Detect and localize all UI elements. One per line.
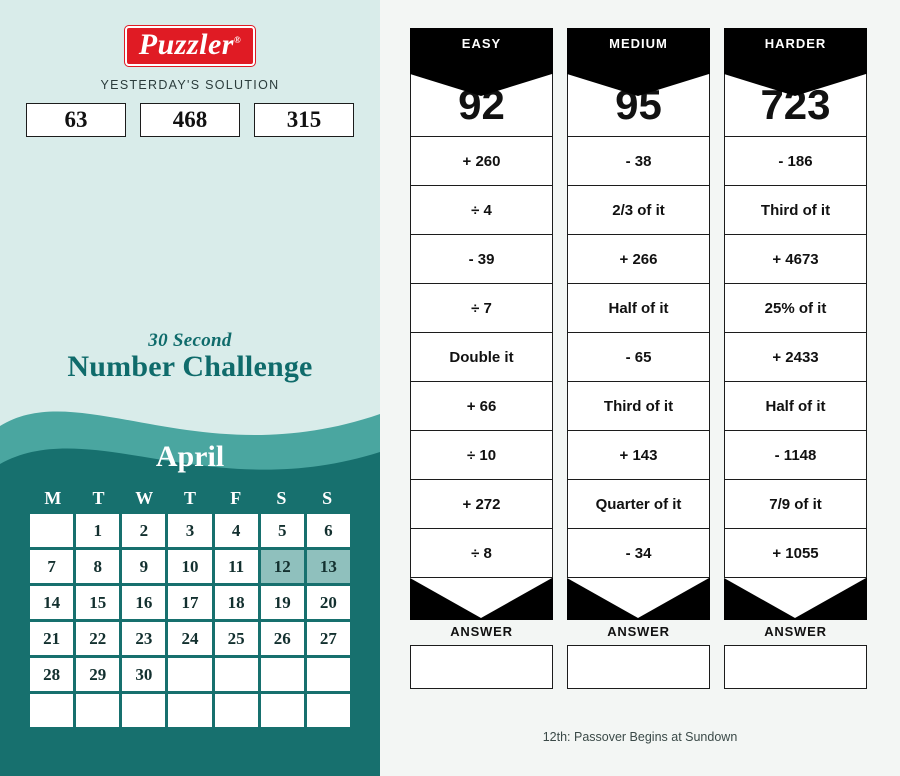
answer-label: ANSWER (607, 624, 670, 639)
start-number: 723 (724, 74, 867, 137)
calendar-day-cell: 10 (168, 550, 211, 583)
challenge-title-line-2: Number Challenge (67, 350, 313, 383)
answer-input-box[interactable] (724, 645, 867, 689)
challenge-title (0, 330, 380, 384)
challenge-column (567, 28, 710, 689)
column-footer-arrow (724, 578, 867, 620)
weekday-header: T (183, 488, 196, 508)
step-cell: - 39 (410, 235, 553, 284)
step-cell: Quarter of it (567, 480, 710, 529)
calendar-cell-empty (215, 694, 258, 727)
column-title: MEDIUM (609, 36, 668, 51)
calendar-day-cell: 13 (307, 550, 350, 583)
calendar-day-cell: 28 (30, 658, 73, 691)
step-cell: ÷ 7 (410, 284, 553, 333)
step-cell: ÷ 4 (410, 186, 553, 235)
step-cell: Third of it (724, 186, 867, 235)
step-cell: Half of it (724, 382, 867, 431)
step-cell: + 2433 (724, 333, 867, 382)
weekday-header: W (135, 488, 154, 508)
weekday-header: T (92, 488, 105, 508)
calendar-day-cell: 15 (76, 586, 119, 619)
calendar-day-cell: 18 (215, 586, 258, 619)
step-cell: + 4673 (724, 235, 867, 284)
answer-input-box[interactable] (410, 645, 553, 689)
step-cell: 7/9 of it (724, 480, 867, 529)
step-cell: - 34 (567, 529, 710, 578)
step-cell: + 143 (567, 431, 710, 480)
solution-value: 315 (254, 103, 354, 137)
column-title-banner (567, 28, 710, 74)
answer-input-box[interactable] (567, 645, 710, 689)
weekday-header: F (230, 488, 242, 508)
start-number: 95 (567, 74, 710, 137)
calendar-cell-empty (76, 694, 119, 727)
step-cell: Half of it (567, 284, 710, 333)
calendar-day-cell: 3 (168, 514, 211, 547)
calendar-cell-empty (307, 694, 350, 727)
challenge-columns (410, 28, 867, 689)
step-cell: + 66 (410, 382, 553, 431)
calendar-day-cell: 2 (122, 514, 165, 547)
calendar-cell-empty (30, 514, 73, 547)
step-cell: - 38 (567, 137, 710, 186)
calendar-day-cell: 14 (30, 586, 73, 619)
calendar-cell-empty (215, 658, 258, 691)
calendar-day-cell: 24 (168, 622, 211, 655)
calendar-day-cell: 17 (168, 586, 211, 619)
challenge-column (410, 28, 553, 689)
column-title-banner (410, 28, 553, 74)
calendar-day-cell: 5 (261, 514, 304, 547)
step-cell: + 1055 (724, 529, 867, 578)
calendar-day-cell: 21 (30, 622, 73, 655)
answer-label: ANSWER (450, 624, 513, 639)
step-cell: 2/3 of it (567, 186, 710, 235)
calendar-cell-empty (261, 694, 304, 727)
step-cell: - 1148 (724, 431, 867, 480)
calendar-day-cell: 16 (122, 586, 165, 619)
column-title-banner (724, 28, 867, 74)
calendar-day-cell: 8 (76, 550, 119, 583)
calendar-weekday-headers (30, 488, 350, 509)
weekday-header: S (322, 488, 333, 508)
column-footer-arrow (567, 578, 710, 620)
left-panel (0, 0, 380, 776)
step-cell: 25% of it (724, 284, 867, 333)
down-arrow-icon (567, 578, 709, 618)
solution-value: 63 (26, 103, 126, 137)
calendar-day-cell: 11 (215, 550, 258, 583)
calendar-day-cell: 26 (261, 622, 304, 655)
step-cell: ÷ 10 (410, 431, 553, 480)
calendar-cell-empty (261, 658, 304, 691)
calendar-day-cell: 20 (307, 586, 350, 619)
puzzler-logo-text (125, 26, 255, 66)
step-cell: + 260 (410, 137, 553, 186)
calendar-day-cell: 30 (122, 658, 165, 691)
calendar-cell-empty (307, 658, 350, 691)
challenge-title-line-1: 30 Second (148, 330, 232, 351)
calendar-cell-empty (30, 694, 73, 727)
answer-label: ANSWER (764, 624, 827, 639)
banner-arrow-icon (567, 74, 709, 96)
calendar-day-cell: 27 (307, 622, 350, 655)
weekday-header: S (276, 488, 287, 508)
step-cell: ÷ 8 (410, 529, 553, 578)
calendar-day-cell: 19 (261, 586, 304, 619)
step-cell: Third of it (567, 382, 710, 431)
calendar-day-cell: 23 (122, 622, 165, 655)
puzzler-logo (0, 26, 380, 66)
right-panel (380, 0, 900, 776)
step-cell: + 272 (410, 480, 553, 529)
calendar-day-cell: 22 (76, 622, 119, 655)
yesterdays-solution-values (0, 103, 380, 137)
calendar-cell-empty (168, 658, 211, 691)
step-cell: + 266 (567, 235, 710, 284)
calendar-day-cell: 6 (307, 514, 350, 547)
solution-value: 468 (140, 103, 240, 137)
calendar (30, 488, 350, 727)
banner-arrow-icon (724, 74, 866, 96)
footnote: 12th: Passover Begins at Sundown (542, 730, 738, 744)
puzzler-logo-word: Puzzler (138, 28, 234, 61)
calendar-day-cell: 4 (215, 514, 258, 547)
calendar-month-title: April (155, 440, 225, 473)
weekday-header: M (44, 488, 62, 508)
banner-arrow-icon (410, 74, 552, 96)
down-arrow-icon (410, 578, 552, 618)
calendar-day-cell: 9 (122, 550, 165, 583)
column-title: HARDER (764, 36, 827, 51)
calendar-cell-empty (168, 694, 211, 727)
down-arrow-icon (724, 578, 866, 618)
calendar-grid (30, 514, 350, 727)
calendar-day-cell: 29 (76, 658, 119, 691)
start-number: 92 (410, 74, 553, 137)
step-cell: - 186 (724, 137, 867, 186)
calendar-cell-empty (122, 694, 165, 727)
yesterdays-solution-label: YESTERDAY'S SOLUTION (100, 78, 280, 92)
column-footer-arrow (410, 578, 553, 620)
calendar-day-cell: 1 (76, 514, 119, 547)
step-cell: - 65 (567, 333, 710, 382)
calendar-day-cell: 12 (261, 550, 304, 583)
calendar-day-cell: 7 (30, 550, 73, 583)
column-title: EASY (461, 36, 502, 51)
registered-mark-icon: ® (233, 35, 242, 45)
step-cell: Double it (410, 333, 553, 382)
challenge-column (724, 28, 867, 689)
calendar-day-cell: 25 (215, 622, 258, 655)
